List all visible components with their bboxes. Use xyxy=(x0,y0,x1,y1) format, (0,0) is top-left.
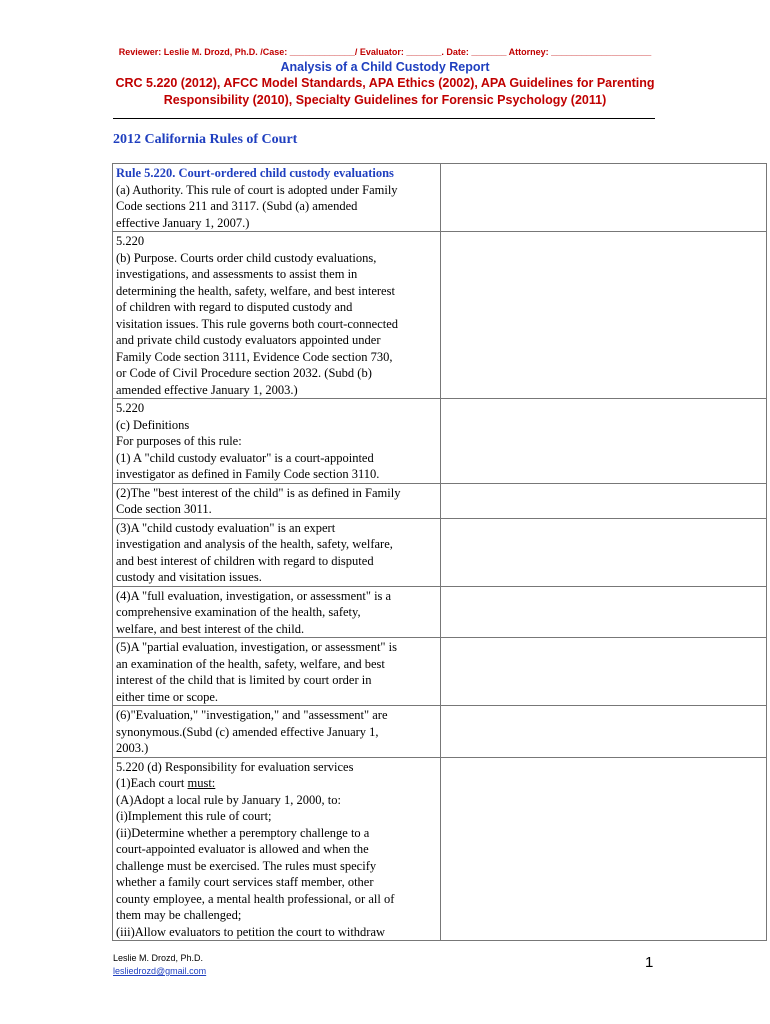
rule-text-line: amended effective January 1, 2003.) xyxy=(116,382,298,397)
table-row xyxy=(113,232,767,399)
rule-text-line: whether a family court services staff member, other xyxy=(116,875,374,889)
rule-text-line: (c) Definitions xyxy=(116,417,190,432)
rule-text-line: 5.220 (d) Responsibility for evaluation services xyxy=(116,759,354,774)
rule-text-line: investigator as defined in Family Code section 3110. xyxy=(116,467,380,481)
rule-text-line: custody and visitation issues. xyxy=(116,570,262,584)
subtitle-line: Responsibility (2010), Specialty Guidelines for Forensic Psychology (2011) xyxy=(163,92,607,107)
rule-text-line: investigations, and assessments to assist them in xyxy=(116,267,358,281)
rule-text-cell xyxy=(113,232,441,399)
rule-text-line: court-appointed evaluator is allowed and when the xyxy=(116,842,369,856)
rule-text-line xyxy=(116,775,438,792)
rule-text-line: effective January 1, 2007.) xyxy=(116,215,250,230)
rule-text-cell xyxy=(113,638,441,706)
table-row xyxy=(113,399,767,484)
rule-text-line: visitation issues. This rule governs both court-connected xyxy=(116,316,399,331)
document-subtitle xyxy=(95,75,675,108)
subtitle-line: CRC 5.220 (2012), AFCC Model Standards, APA Ethics (2002), APA Guidelines for Parenting xyxy=(115,76,655,90)
rule-text-line: 2003.) xyxy=(116,741,149,755)
rule-text-line: (3)A "child custody evaluation" is an expert xyxy=(116,520,336,535)
table-row xyxy=(113,518,767,586)
notes-cell[interactable] xyxy=(441,232,767,399)
rule-text-line: (b) Purpose. Courts order child custody evaluations, xyxy=(116,250,377,265)
rule-text-line: and best interest of children with regard to disputed xyxy=(116,553,374,568)
rule-text-line: of children with regard to disputed custody and xyxy=(116,300,353,314)
rule-text-line: county employee, a mental health professional, or all of xyxy=(116,891,395,906)
rule-text-line: (2)The "best interest of the child" is as defined in Family xyxy=(116,485,401,500)
rule-text-cell xyxy=(113,399,441,484)
table-row xyxy=(113,483,767,518)
rule-text-line: welfare, and best interest of the child. xyxy=(116,621,305,636)
notes-cell[interactable] xyxy=(441,638,767,706)
table-row xyxy=(113,638,767,706)
rule-text-line: For purposes of this rule: xyxy=(116,434,242,448)
rule-text-line: synonymous.(Subd (c) amended effective January 1, xyxy=(116,724,379,739)
rule-text-cell xyxy=(113,586,441,638)
rule-text-line: determining the health, safety, welfare, and best interest xyxy=(116,283,395,298)
rule-text-line: (ii)Determine whether a peremptory challenge to a xyxy=(116,825,370,840)
rule-text-cell xyxy=(113,706,441,758)
rule-text-line: (a) Authority. This rule of court is adopted under Family xyxy=(116,182,398,197)
rule-text-line: comprehensive examination of the health, safety, xyxy=(116,605,361,619)
rule-text-line: (iii)Allow evaluators to petition the court to withdraw xyxy=(116,924,386,939)
rule-title: Rule 5.220. Court-ordered child custody evaluations xyxy=(116,166,394,180)
rules-table xyxy=(112,163,767,941)
rule-text-line: an examination of the health, safety, welfare, and best xyxy=(116,656,385,671)
header-divider xyxy=(113,118,655,119)
rule-text-line: Code sections 211 and 3117. (Subd (a) amended xyxy=(116,199,358,213)
rule-text-cell xyxy=(113,518,441,586)
footer-author-name: Leslie M. Drozd, Ph.D. xyxy=(113,953,204,963)
notes-cell[interactable] xyxy=(441,399,767,484)
rule-text-line: Code section 3011. xyxy=(116,502,212,516)
table-row xyxy=(113,706,767,758)
table-row xyxy=(113,586,767,638)
rule-text-cell xyxy=(113,164,441,232)
page-number: 1 xyxy=(645,954,654,971)
section-heading: 2012 California Rules of Court xyxy=(113,132,298,147)
table-row xyxy=(113,164,767,232)
rule-text-line: (4)A "full evaluation, investigation, or assessment" is a xyxy=(116,588,392,603)
rule-text-line: interest of the child that is limited by court order in xyxy=(116,673,372,687)
rule-text-line: challenge must be exercised. The rules must specify xyxy=(116,858,377,873)
notes-cell[interactable] xyxy=(441,518,767,586)
reviewer-header-line: Reviewer: Leslie M. Drozd, Ph.D. /Case: _____________/ Evaluator: _______. Date: _______ Attorney: ____________________ xyxy=(118,47,652,57)
notes-cell[interactable] xyxy=(441,483,767,518)
rule-text-line: either time or scope. xyxy=(116,689,219,704)
rule-text-line: them may be challenged; xyxy=(116,908,242,922)
rule-text-line: or Code of Civil Procedure section 2032. (Subd (b) xyxy=(116,366,372,380)
notes-cell[interactable] xyxy=(441,757,767,941)
rule-text-line: 5.220 xyxy=(116,234,145,248)
table-row xyxy=(113,757,767,941)
notes-cell[interactable] xyxy=(441,586,767,638)
rule-text-cell xyxy=(113,757,441,941)
rule-text-line: (1) A "child custody evaluator" is a court-appointed xyxy=(116,450,374,465)
document-title: Analysis of a Child Custody Report xyxy=(280,60,490,74)
rule-text-line: (A)Adopt a local rule by January 1, 2000, to: xyxy=(116,792,341,807)
rule-text-fragment: (1)Each court xyxy=(116,776,188,790)
emphasis-word: must: xyxy=(187,776,216,790)
rule-text-line: (6)"Evaluation," "investigation," and "assessment" are xyxy=(116,708,388,722)
rule-text-line: (i)Implement this rule of court; xyxy=(116,809,272,823)
rule-text-cell xyxy=(113,483,441,518)
notes-cell[interactable] xyxy=(441,706,767,758)
footer-email-link[interactable]: lesliedrozd@gmail.com xyxy=(113,966,207,976)
rule-text-line: (5)A "partial evaluation, investigation, or assessment" is xyxy=(116,640,397,654)
rule-text-line: and private child custody evaluators appointed under xyxy=(116,333,381,347)
notes-cell[interactable] xyxy=(441,164,767,232)
rule-text-line: Family Code section 3111, Evidence Code section 730, xyxy=(116,349,393,364)
rule-text-line: investigation and analysis of the health, safety, welfare, xyxy=(116,537,393,551)
rule-text-line: 5.220 xyxy=(116,401,145,415)
